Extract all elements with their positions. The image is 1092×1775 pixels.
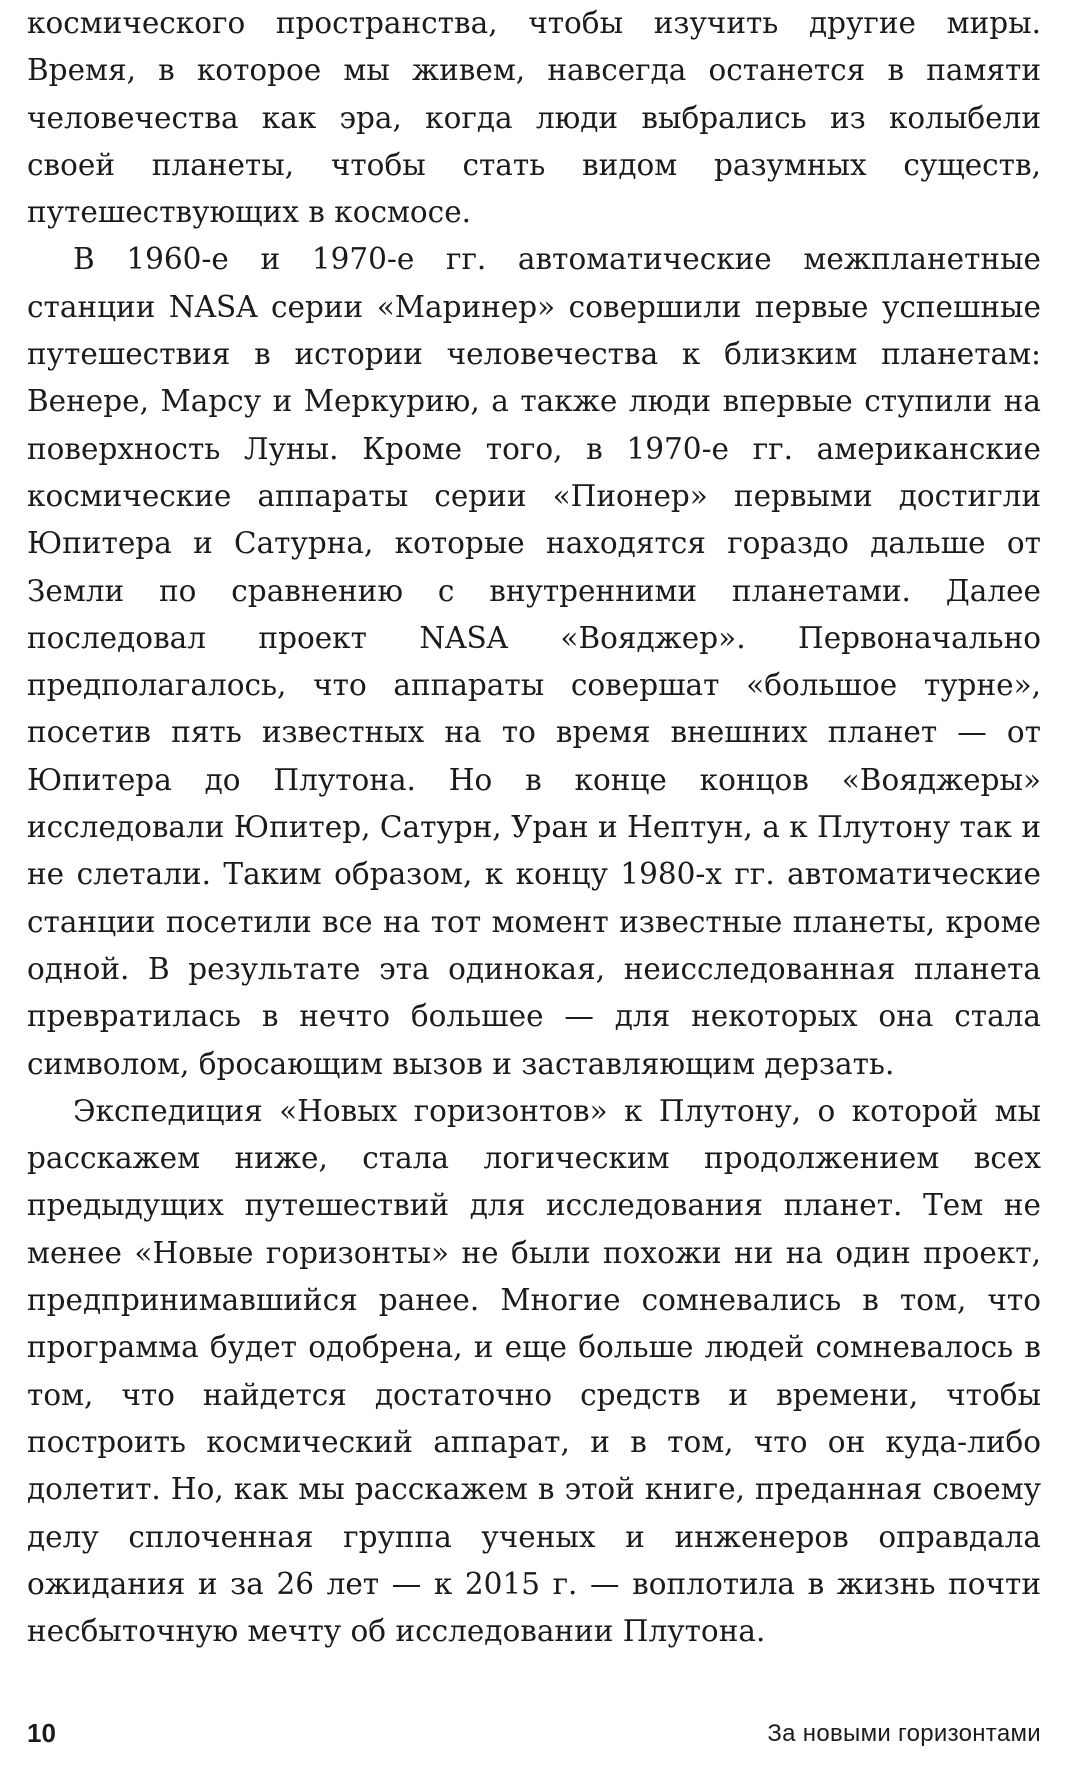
paragraph-continuation: космического пространства, чтобы изучить другие миры. Время, в которое мы живем, навсегда останется в памяти человечества как эра, когда люди выбрались из колыбели своей планеты, чтобы стать видом разумных существ, путешествующих в космосе.: [27, 6, 1041, 230]
page-number: 10: [27, 1718, 56, 1748]
body-text: [27, 0, 1041, 1655]
paragraph-new-horizons: Экспедиция «Новых горизонтов» к Плутону, о которой мы расскажем ниже, стала логическим продолжением всех предыдущих путешествий для исследования планет. Тем не менее «Новые горизонты» не были похожи ни на один проект, предпринимавшийся ранее. Многие сомневались в том, что программа будет одобрена, и еще больше людей сомневалось в том, что найдется достаточно средств и времени, чтобы построить космический аппарат, и в том, что он куда-либо долетит. Но, как мы расскажем в этой книге, преданная своему делу сплоченная группа ученых и инженеров оправдала ожидания и за 26 лет — к 2015 г. — воплотила в жизнь почти несбыточную мечту об исследовании Плутона.: [27, 1093, 1041, 1649]
running-title: За новыми горизонтами: [767, 1720, 1041, 1747]
paragraph-mariner-pioneer-voyager: В 1960-е и 1970-е гг. автоматические межпланетные станции NASA серии «Маринер» совершили первые успешные путешествия в истории человечества к близким планетам: Венере, Марсу и Меркурию, а также люди впервые ступили на поверхность Луны. Кроме того, в 1970-е гг. американские космические аппараты серии «Пионер» первыми достигли Юпитера и Сатурна, которые находятся гораздо дальше от Земли по сравнению с внутренними планетами. Далее последовал проект NASA «Вояджер». Первоначально предполагалось, что аппараты совершат «большое турне», посетив пять известных на то время внешних планет — от Юпитера до Плутона. Но в конце концов «Вояджеры» исследовали Юпитер, Сатурн, Уран и Нептун, а к Плутону так и не слетали. Таким образом, к концу 1980-х гг. автоматические станции посетили все на тот момент известные планеты, кроме одной. В результате эта одинокая, неисследованная планета превратилась в нечто большее — для некоторых она стала символом, бросающим вызов и заставляющим дерзать.: [27, 242, 1041, 1081]
page-footer: [27, 1718, 1041, 1758]
